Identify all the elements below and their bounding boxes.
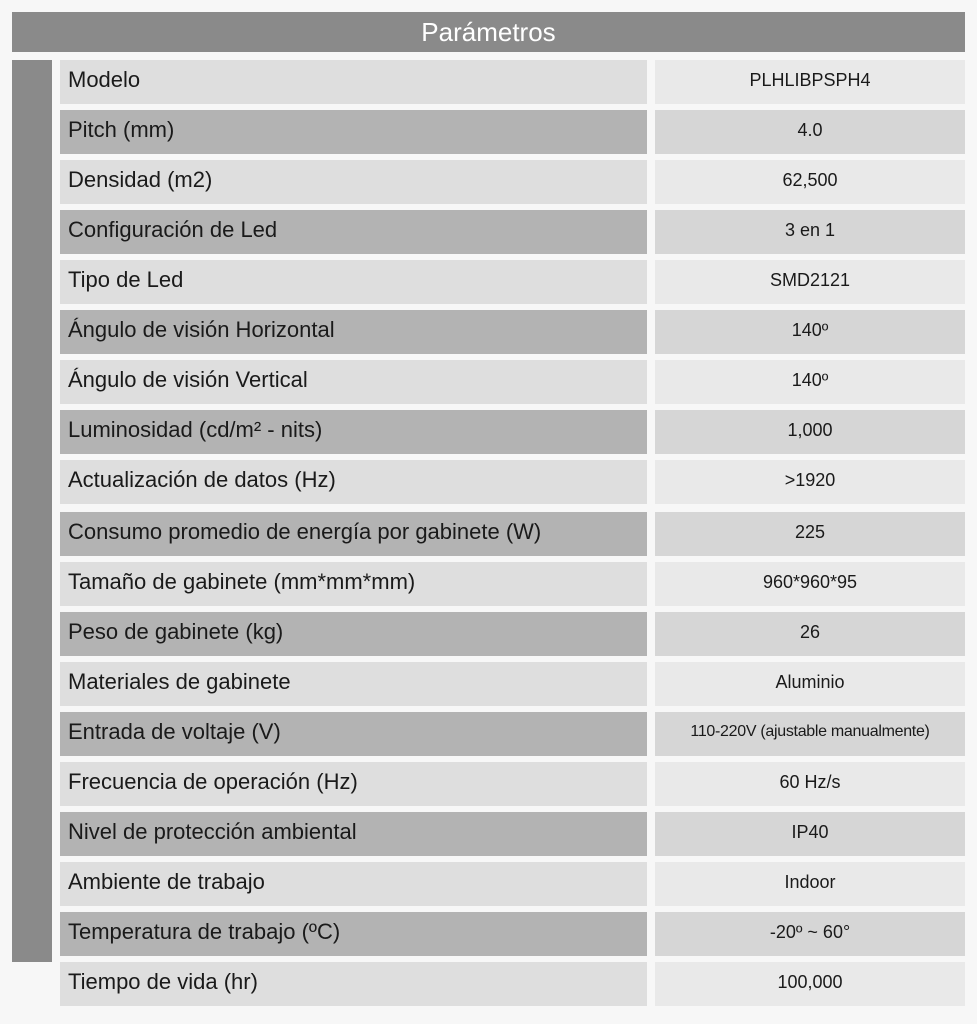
row-value: Indoor	[655, 862, 965, 906]
row-value: >1920	[655, 460, 965, 504]
row-label: Pitch (mm)	[60, 110, 647, 154]
row-value: PLHLIBPSPH4	[655, 60, 965, 104]
row-value: 110-220V (ajustable manualmente)	[655, 712, 965, 756]
side-accent-bar	[12, 60, 52, 962]
row-label: Ángulo de visión Vertical	[60, 360, 647, 404]
table-row	[60, 612, 965, 656]
row-value: -20º ~ 60°	[655, 912, 965, 956]
table-row	[60, 512, 965, 556]
table-row	[60, 110, 965, 154]
row-value: 225	[655, 512, 965, 556]
row-label: Densidad (m2)	[60, 160, 647, 204]
row-label: Frecuencia de operación (Hz)	[60, 762, 647, 806]
row-label: Consumo promedio de energía por gabinete (W)	[60, 512, 647, 556]
table-row	[60, 662, 965, 706]
table-row	[60, 460, 965, 504]
table-row	[60, 762, 965, 806]
table-row	[60, 160, 965, 204]
row-label: Luminosidad (cd/m² - nits)	[60, 410, 647, 454]
row-value: 960*960*95	[655, 562, 965, 606]
row-label: Materiales de gabinete	[60, 662, 647, 706]
row-value: 3 en 1	[655, 210, 965, 254]
table-row	[60, 862, 965, 906]
row-label: Tipo de Led	[60, 260, 647, 304]
row-value: 1,000	[655, 410, 965, 454]
row-value: 62,500	[655, 160, 965, 204]
table-row	[60, 712, 965, 756]
table-row	[60, 60, 965, 104]
row-value: SMD2121	[655, 260, 965, 304]
row-label: Modelo	[60, 60, 647, 104]
row-label: Temperatura de trabajo (ºC)	[60, 912, 647, 956]
table-row	[60, 360, 965, 404]
row-label: Actualización de datos (Hz)	[60, 460, 647, 504]
row-value: 100,000	[655, 962, 965, 1006]
row-value: Aluminio	[655, 662, 965, 706]
table-row	[60, 210, 965, 254]
row-value: IP40	[655, 812, 965, 856]
row-label: Nivel de protección ambiental	[60, 812, 647, 856]
table-row	[60, 962, 965, 1006]
row-value: 26	[655, 612, 965, 656]
table-row	[60, 812, 965, 856]
table-row	[60, 410, 965, 454]
table-row	[60, 260, 965, 304]
table-row	[60, 310, 965, 354]
page-title: Parámetros	[12, 12, 965, 52]
row-label: Ambiente de trabajo	[60, 862, 647, 906]
row-label: Configuración de Led	[60, 210, 647, 254]
row-value: 140º	[655, 310, 965, 354]
row-label: Peso de gabinete (kg)	[60, 612, 647, 656]
row-label: Entrada de voltaje (V)	[60, 712, 647, 756]
row-value: 4.0	[655, 110, 965, 154]
row-label: Tamaño de gabinete (mm*mm*mm)	[60, 562, 647, 606]
table-row	[60, 562, 965, 606]
row-label: Ángulo de visión Horizontal	[60, 310, 647, 354]
row-label: Tiempo de vida (hr)	[60, 962, 647, 1006]
table-row	[60, 912, 965, 956]
row-value: 140º	[655, 360, 965, 404]
row-value: 60 Hz/s	[655, 762, 965, 806]
